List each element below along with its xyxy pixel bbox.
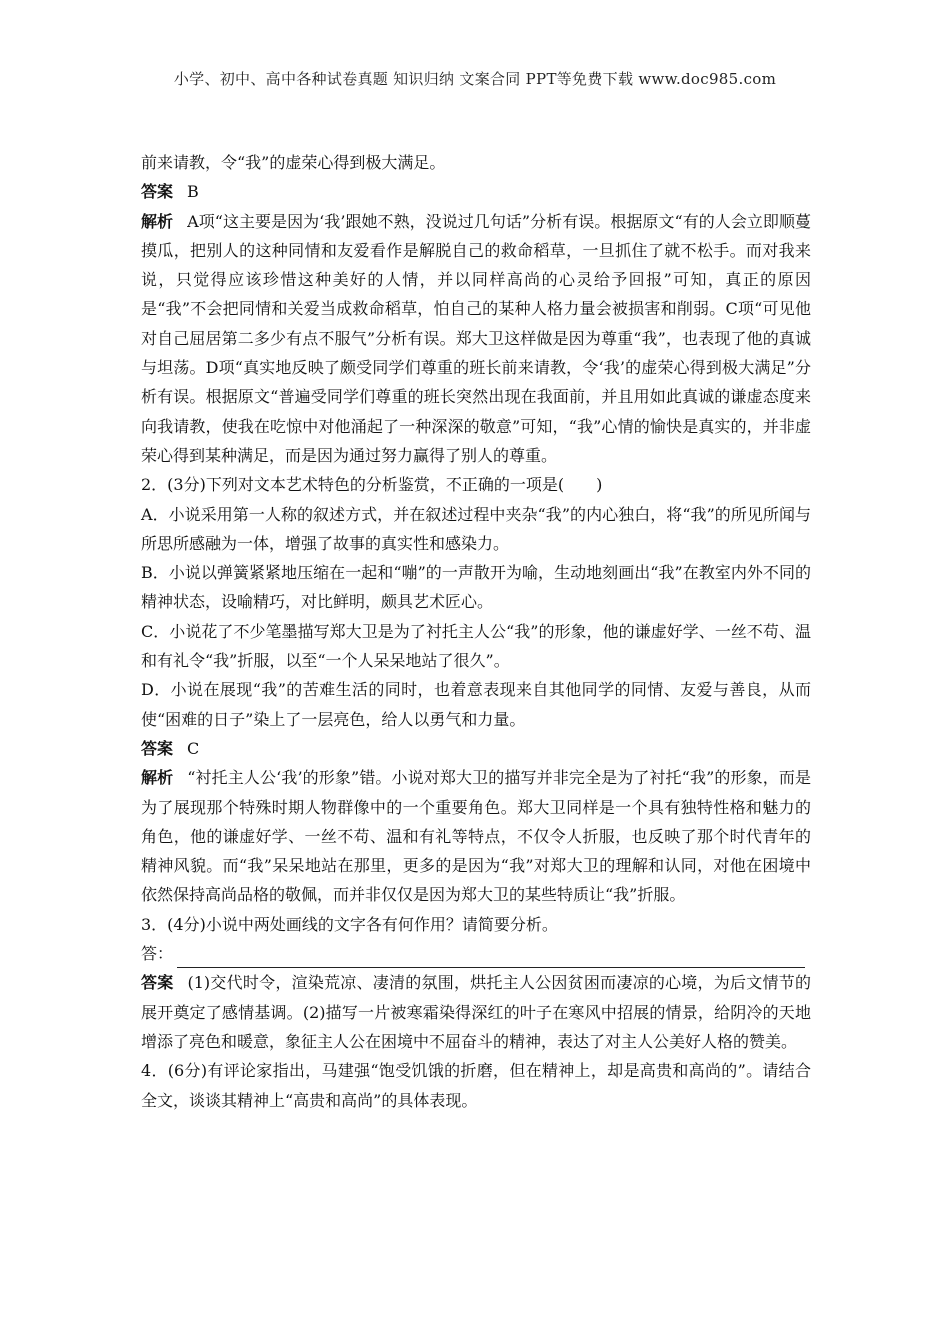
answer-value: C — [187, 738, 200, 758]
q3-answer — [141, 968, 811, 1056]
q2-answer — [141, 734, 811, 763]
answer-text: (1)交代时令，渲染荒凉、凄清的氛围，烘托主人公因贫困而凄凉的心境，为后文情节的展开奠定了感情基调。(2)描写一片被寒霜染得深红的叶子在寒风中招展的情景，给阴冷的天地增添了亮色和暖意，象征主人公在困境中不屈奋斗的精神，表达了对主人公美好人格的赞美。 — [141, 973, 811, 1051]
q1-answer — [141, 177, 811, 206]
q3-answer-prompt — [141, 939, 811, 968]
analysis-label: 解析 — [141, 768, 174, 788]
answer-label: 答案 — [141, 738, 174, 758]
answer-label: 答案 — [141, 182, 174, 202]
q2-option-d: D．小说在展现“我”的苦难生活的同时，也着意表现来自其他同学的同情、友爱与善良，从而使“困难的日子”染上了一层亮色，给人以勇气和力量。 — [141, 680, 811, 729]
page-header: 小学、初中、高中各种试卷真题 知识归纳 文案合同 PPT等免费下载 www.doc985.com — [173, 70, 777, 88]
q1-continuation: 前来请教，令“我”的虚荣心得到极大满足。 — [141, 153, 446, 172]
q2-option-b: B．小说以弹簧紧紧地压缩在一起和“嘣”的一声散开为喻，生动地刻画出“我”在教室内外不同的精神状态，设喻精巧，对比鲜明，颇具艺术匠心。 — [141, 563, 811, 612]
analysis-text: “衬托主人公‘我’的形象”错。小说对郑大卫的描写并非完全是为了衬托“我”的形象，而是为了展现那个特殊时期人物群像中的一个重要角色。郑大卫同样是一个具有独特性格和魅力的角色，他的谦虚好学、一丝不苟、温和有礼等特点，不仅令人折服，也反映了那个时代青年的精神风貌。而“我”呆呆地站在那里，更多的是因为“我”对郑大卫的理解和认同，对他在困境中依然保持高尚品格的敬佩，而并非仅仅是因为郑大卫的某些特质让“我”折服。 — [141, 768, 811, 905]
q2-analysis — [141, 763, 811, 909]
answer-label: 答案 — [141, 973, 174, 993]
answer-value: B — [187, 182, 199, 202]
q2-option-c: C．小说花了不少笔墨描写郑大卫是为了衬托主人公“我”的形象，他的谦虚好学、一丝不苟、温和有礼令“我”折服，以至“一个人呆呆地站了很久”。 — [141, 621, 811, 671]
answer-prompt-label: 答： — [141, 944, 174, 964]
q4-stem: 4．(6分)有评论家指出，马建强“饱受饥饿的折磨，但在精神上，却是高贵和高尚的”。请结合全文，谈谈其精神上“高贵和高尚”的具体表现。 — [141, 1061, 811, 1110]
q2-stem: 2．(3分)下列对文本艺术特色的分析鉴赏，不正确的一项是( ) — [141, 475, 603, 495]
answer-blank-line — [177, 949, 805, 968]
analysis-label: 解析 — [141, 211, 174, 231]
q1-analysis — [141, 207, 811, 471]
q2-option-a: A．小说采用第一人称的叙述方式，并在叙述过程中夹杂“我”的内心独白，将“我”的所见所闻与所思所感融为一体，增强了故事的真实性和感染力。 — [141, 504, 811, 553]
document-body — [141, 148, 811, 1115]
analysis-text: A项“这主要是因为‘我’跟她不熟，没说过几句话”分析有误。根据原文“有的人会立即顺蔓摸瓜，把别人的这种同情和友爱看作是解脱自己的救命稻草，一旦抓住了就不松手。而对我来说，只觉得应该珍惜这种美好的人情，并以同样高尚的心灵给予回报”可知，真正的原因是“我”不会把同情和关爱当成救命稻草，怕自己的某种人格力量会被损害和削弱。C项“可见他对自己屈居第二多少有点不服气”分析有误。郑大卫这样做是因为尊重“我”，也表现了他的真诚与坦荡。D项“真实地反映了颇受同学们尊重的班长前来请教，令‘我’的虚荣心得到极大满足”分析有误。根据原文“普遍受同学们尊重的班长突然出现在我面前，并且用如此真诚的谦虚态度来向我请教，使我在吃惊中对他涌起了一种深深的敬意”可知，“我”心情的愉快是真实的，并非虚荣心得到某种满足，而是因为通过努力赢得了别人的尊重。 — [141, 211, 811, 465]
q3-stem: 3．(4分)小说中两处画线的文字各有何作用？请简要分析。 — [141, 914, 558, 934]
